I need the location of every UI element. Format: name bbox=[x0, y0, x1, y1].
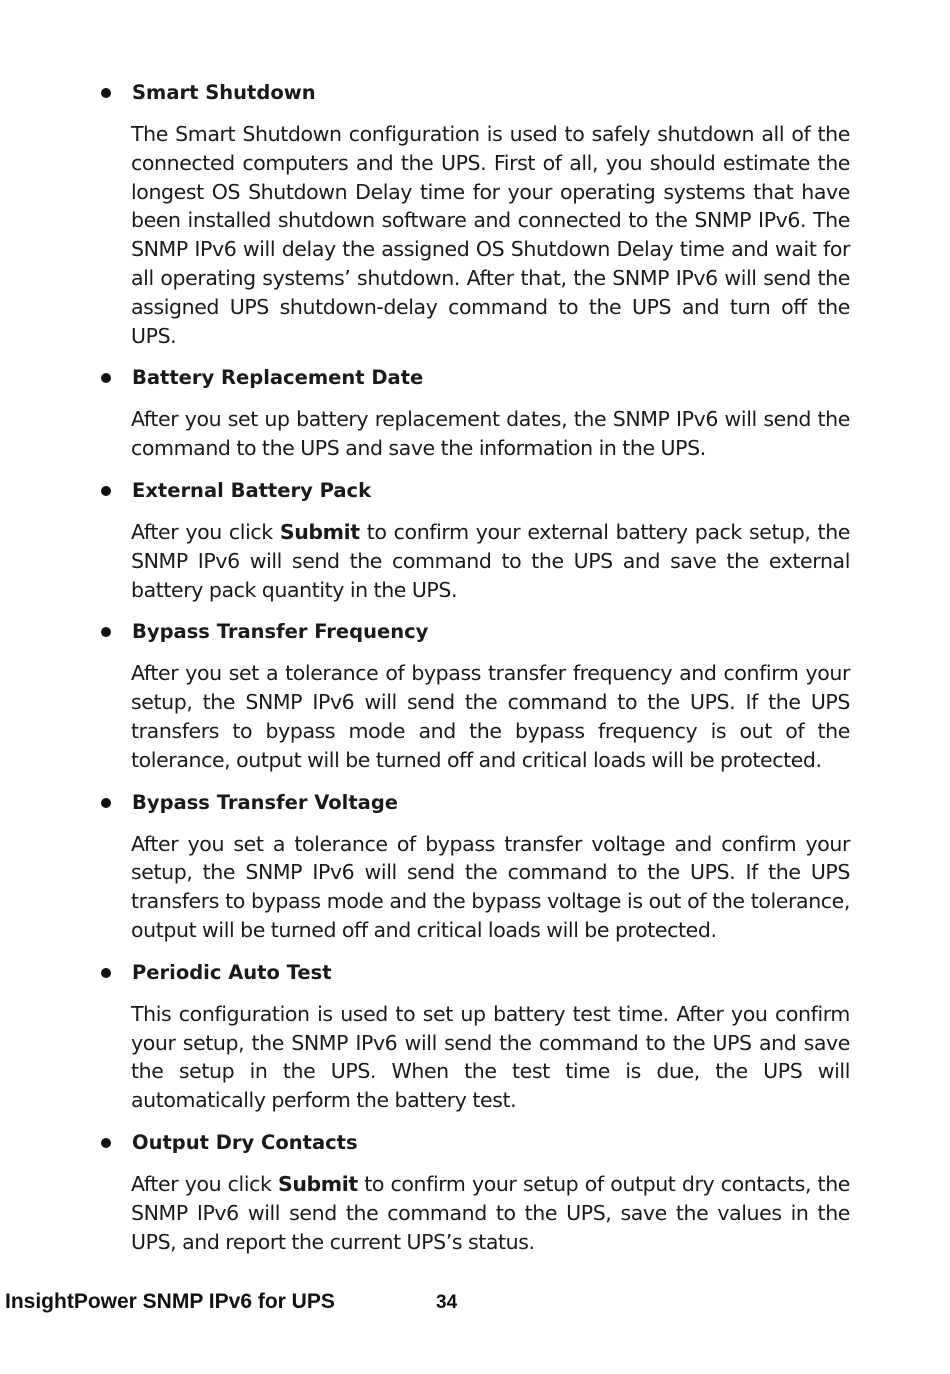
section-body bbox=[131, 518, 850, 604]
section-body bbox=[131, 1000, 850, 1115]
section-heading bbox=[100, 476, 850, 506]
section-bypass-transfer-frequency bbox=[100, 617, 850, 774]
section-periodic-auto-test bbox=[100, 958, 850, 1115]
section-body bbox=[131, 659, 850, 774]
bullet-icon bbox=[101, 798, 111, 808]
section-external-battery-pack bbox=[100, 476, 850, 604]
bullet-icon bbox=[101, 373, 111, 383]
footer-title: InsightPower SNMP IPv6 for UPS bbox=[5, 1290, 335, 1313]
bullet-icon bbox=[101, 486, 111, 496]
heading-text: Battery Replacement Date bbox=[132, 366, 424, 390]
body-text: This configuration is used to set up battery test time. After you confirm your setup, the SNMP IPv6 will send the command to the UPS and save the setup in the UPS. When the test time is due, the UPS will automatically perform the battery test. bbox=[131, 1001, 850, 1113]
bullet-icon bbox=[101, 1138, 111, 1148]
heading-text: External Battery Pack bbox=[132, 478, 372, 502]
submit-emphasis: Submit bbox=[279, 519, 360, 544]
body-text: After you set a tolerance of bypass transfer voltage and confirm your setup, the SNMP IPv6 will send the command to the UPS. If the UPS transfers to bypass mode and the bypass voltage is out of the tolerance, output will be turned off and critical loads will be protected. bbox=[131, 831, 850, 942]
bullet-icon bbox=[101, 627, 111, 637]
bullet-icon bbox=[101, 968, 111, 978]
heading-text: Bypass Transfer Frequency bbox=[132, 620, 429, 644]
heading-text: Output Dry Contacts bbox=[132, 1130, 358, 1154]
bullet-icon bbox=[101, 88, 111, 98]
section-body bbox=[131, 830, 850, 945]
content bbox=[100, 78, 850, 1269]
body-text: After you set up battery replacement dates, the SNMP IPv6 will send the command to the UPS and save the information in the UPS. bbox=[131, 407, 850, 461]
section-heading bbox=[100, 788, 850, 818]
section-battery-replacement-date bbox=[100, 363, 850, 463]
section-bypass-transfer-voltage bbox=[100, 788, 850, 945]
section-body bbox=[131, 120, 850, 350]
body-text: The Smart Shutdown configuration is used to safely shutdown all of the connected computers and the UPS. First of all, you should estimate the longest OS Shutdown Delay time for your operating systems that have been installed shutdown software and connected to the SNMP IPv6. The SNMP IPv6 will delay the assigned OS Shutdown Delay time and wait for all operating systems’ shutdown. After that, the SNMP IPv6 will send the assigned UPS shutdown-delay command to the UPS and turn off the UPS. bbox=[131, 122, 850, 348]
section-body bbox=[131, 1170, 850, 1256]
section-heading bbox=[100, 363, 850, 393]
section-heading bbox=[100, 78, 850, 108]
section-heading bbox=[100, 617, 850, 647]
section-smart-shutdown bbox=[100, 78, 850, 350]
heading-text: Bypass Transfer Voltage bbox=[132, 790, 399, 814]
section-body bbox=[131, 405, 850, 463]
heading-text: Periodic Auto Test bbox=[132, 960, 332, 984]
section-heading bbox=[100, 958, 850, 988]
section-heading bbox=[100, 1128, 850, 1158]
page-number: 34 bbox=[436, 1292, 458, 1313]
section-output-dry-contacts bbox=[100, 1128, 850, 1256]
submit-emphasis: Submit bbox=[277, 1171, 358, 1196]
heading-text: Smart Shutdown bbox=[132, 81, 316, 104]
body-text: to confirm your setup of output dry contacts, the SNMP IPv6 will send the command to the UPS, save the values in the UPS, and report the current UPS’s status. bbox=[131, 1171, 850, 1254]
body-text: After you click bbox=[131, 519, 280, 544]
body-text: to confirm your external battery pack setup, the SNMP IPv6 will send the command to the UPS and save the external battery pack quantity in the UPS. bbox=[131, 519, 850, 602]
body-text: After you click bbox=[131, 1171, 278, 1196]
body-text: After you set a tolerance of bypass transfer frequency and confirm your setup, the SNMP IPv6 will send the command to the UPS. If the UPS transfers to bypass mode and the bypass frequency is out of the tolerance, output will be turned off and critical loads will be protected. bbox=[131, 661, 850, 772]
